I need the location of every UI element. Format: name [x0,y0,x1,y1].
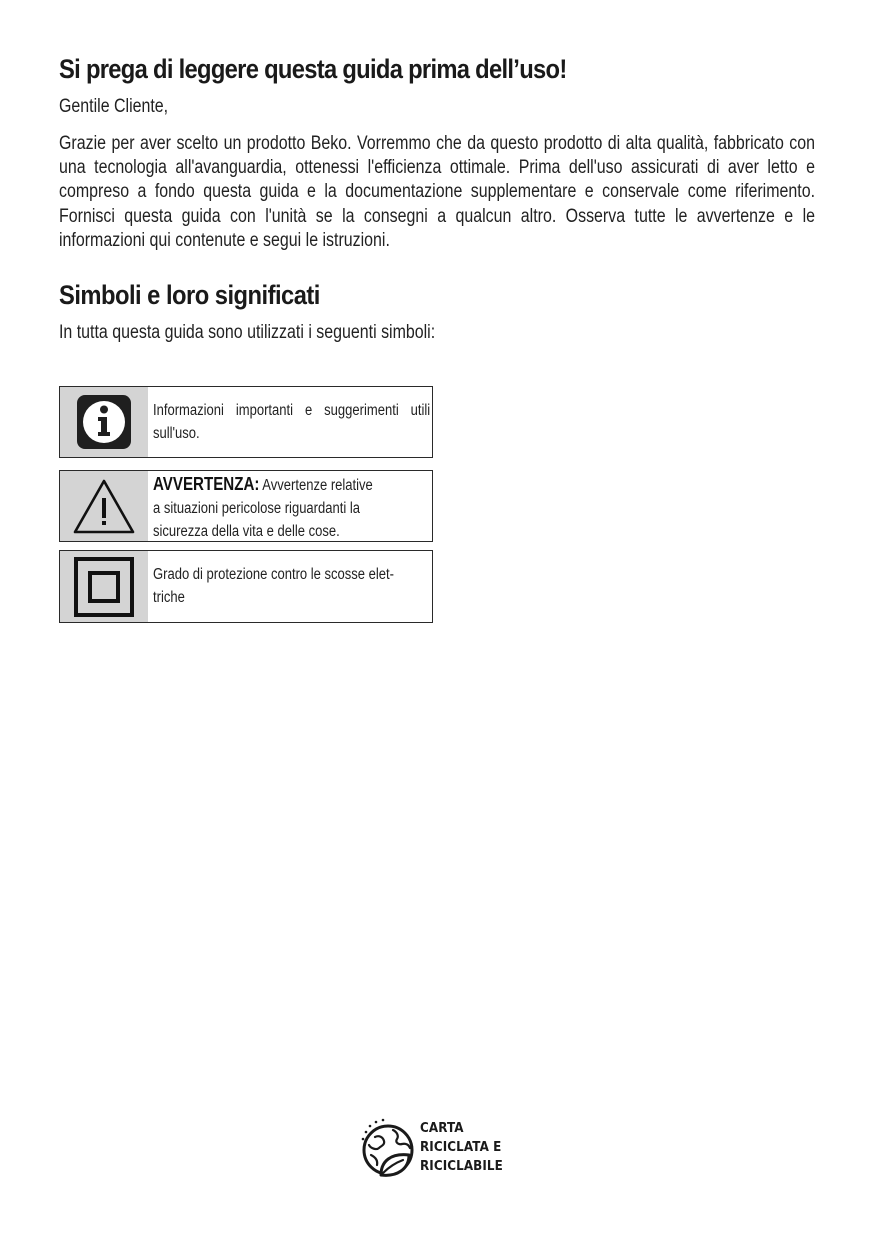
recycled-paper-badge [357,1115,517,1185]
symbol-warning-text: AVVERTENZA: Avvertenze relative a situazioni pericolose riguardanti la sicurezza della vita e delle cose. [153,474,373,540]
symbol-protection-text: Grado di protezione contro le scosse elet- triche [153,566,395,606]
double-square-icon [60,551,148,622]
recycled-paper-label: CARTA RICICLATA E RICICLABILE [420,1121,503,1174]
warning-triangle-icon [60,471,148,541]
greeting: Gentile Cliente, [59,96,169,117]
page-title: Si prega di leggere questa guida prima dell’uso! [59,54,567,84]
symbol-row-warning [59,470,433,542]
symbols-intro: In tutta questa guida sono utilizzati i seguenti simboli: [59,322,436,343]
symbol-row-info [59,386,433,458]
symbols-section-title: Simboli e loro significati [59,280,320,310]
warning-label: AVVERTENZA: [153,474,260,494]
globe-leaf-icon [357,1115,417,1185]
info-icon [60,387,148,457]
symbol-row-protection [59,550,433,623]
symbol-info-text: Informazioni importanti e suggerimenti utili sull'uso. [153,402,431,442]
intro-paragraph: Grazie per aver scelto un prodotto Beko. Vorremmo che da questo prodotto di alta qualità, fabbricato con una tecnologia all'avanguardia, ottenessi l'efficienza ottimale. Prima dell'uso assicurati di aver letto e compreso a fondo questa guida e la documentazione supplementare e conservale come riferimento. Fornisci questa guida con l'unità se la consegni a qualcun altro. Osserva tutte le avvertenze e le informazioni qui contenute e segui le istruzioni. [59,133,815,251]
